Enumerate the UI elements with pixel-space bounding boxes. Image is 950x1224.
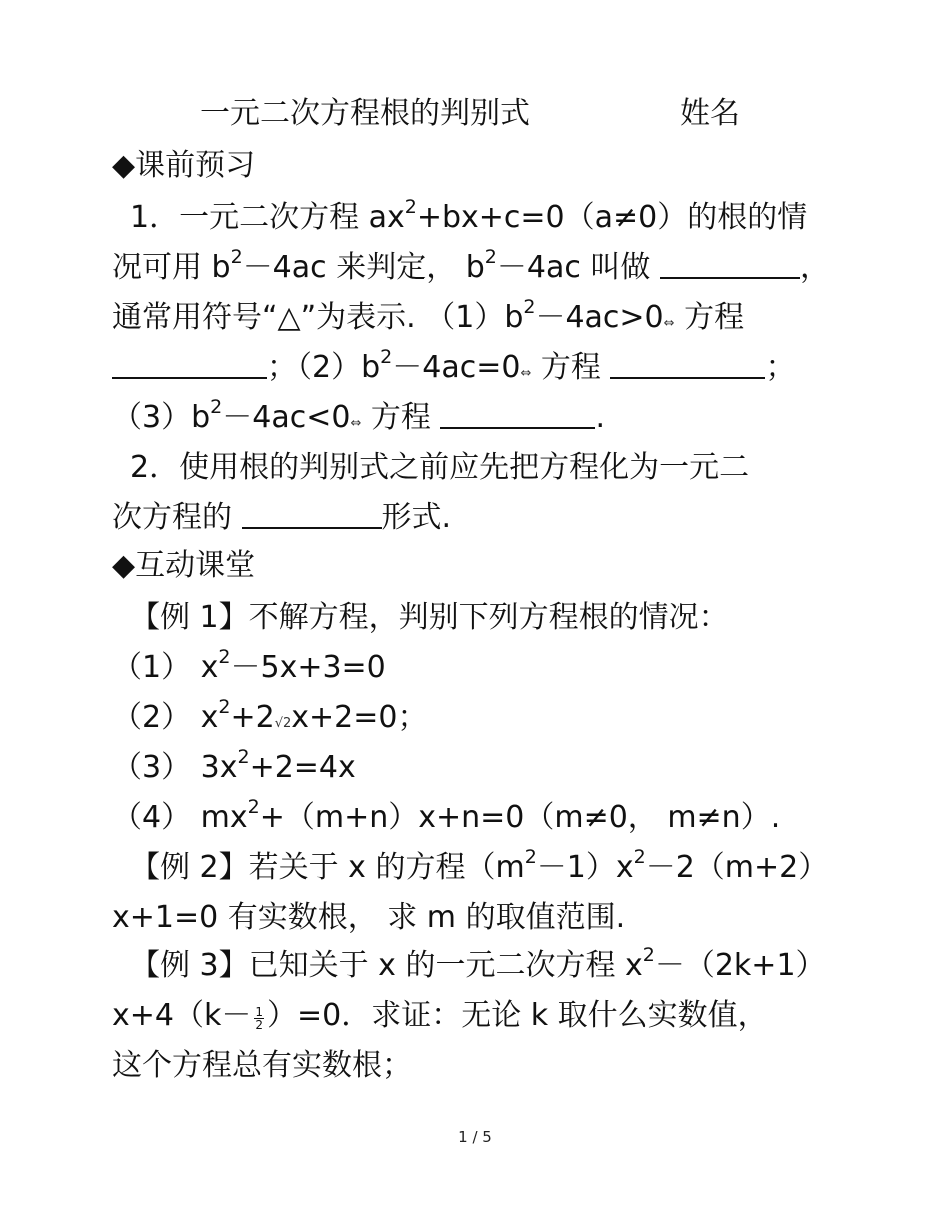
implies-icon: ⇔ xyxy=(663,316,675,331)
answer-blank[interactable] xyxy=(242,501,382,529)
example-1-part-3: （3） $3x^2+2=4x$ xyxy=(112,746,356,785)
example-1-part-4: （4） $mx^2+(m+n)x+n=0(m\ne 0$， m≠n）. xyxy=(112,796,781,835)
fraction-one-half: $\frac{1}{2}$ xyxy=(255,1005,263,1032)
section-heading-classroom: ◆互动课堂 xyxy=(112,548,256,583)
page-number: 1 / 5 xyxy=(458,1128,492,1146)
section-heading-preview: ◆课前预习 xyxy=(112,148,256,183)
q1-line-3: 通常用符号“△”为表示. $(1)b^2-4ac>0\Leftrightarrow$ 方程 xyxy=(112,296,745,335)
answer-blank[interactable] xyxy=(610,351,765,379)
example-1-part-1: （1） $x^2-5x+3=0$ xyxy=(112,646,386,685)
answer-blank[interactable] xyxy=(440,401,595,429)
q1-line-1: 1．一元二次方程 $ax^2+bx+c=0(a\ne 0)$的根的情 xyxy=(130,196,808,235)
page-title: 一元二次方程根的判别式 xyxy=(200,96,530,131)
answer-blank[interactable] xyxy=(112,351,267,379)
sqrt-two: √2 xyxy=(274,716,292,731)
implies-icon: ⇔ xyxy=(520,366,532,381)
q2-line-1: 2．使用根的判别式之前应先把方程化为一元二 xyxy=(130,450,750,485)
example-3-line-2: x+4（k－ $\frac{1}{2}$ ）=0．求证：无论 k 取什么实数值， xyxy=(112,998,768,1033)
example-1-intro: 【例 1】不解方程，判别下列方程根的情况： xyxy=(130,600,729,635)
q1-line-2: 况可用 $b^2-4ac$ 来判定， $b^2-4ac$ 叫做 ， xyxy=(112,246,830,285)
example-3-line-3: 这个方程总有实数根； xyxy=(112,1048,412,1083)
example-2-line-2: x+1=0 有实数根， 求 m 的取值范围. xyxy=(112,900,626,935)
answer-blank[interactable] xyxy=(660,251,800,279)
q1-line-4: ；$(2)b^2-4ac=0\Leftrightarrow$ 方程 ； xyxy=(112,350,795,392)
example-1-part-2: （2） $x^2+2√2x+2=0$； xyxy=(112,696,428,735)
example-3-line-1: 【例 3】已知关于 x 的一元二次方程 $x^2-(2k+1)$ xyxy=(130,944,826,983)
implies-icon: ⇔ xyxy=(350,416,362,431)
example-2-line-1: 【例 2】若关于 x 的方程$(m^2-1)x^2-2(m+2)$ xyxy=(130,846,829,885)
q1-line-5: $(3)b^2-4ac<0\Leftrightarrow$ 方程 . xyxy=(112,396,605,435)
q2-line-2: 次方程的 形式. xyxy=(112,500,452,535)
name-label: 姓名 xyxy=(680,96,740,131)
